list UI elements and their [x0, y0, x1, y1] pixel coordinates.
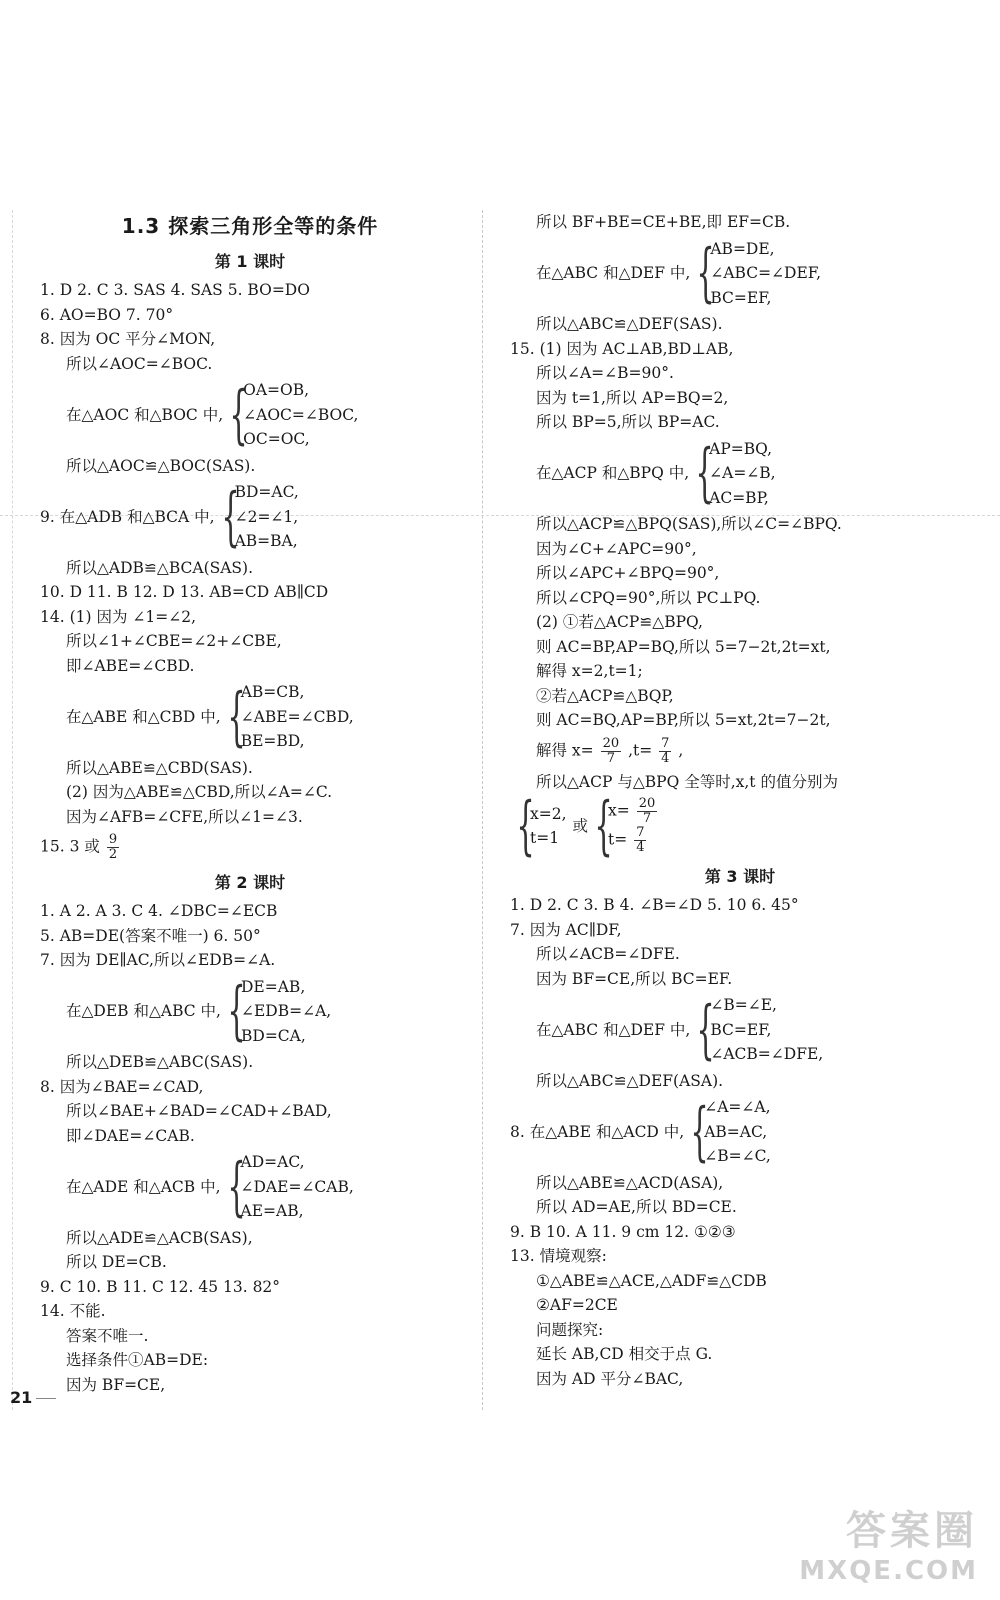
answer-line: 则 AC=BP,AP=BQ,所以 5=7−2t,2t=xt, [536, 637, 831, 656]
condition: AB=AC, [704, 1122, 768, 1141]
condition: ∠B=∠C, [704, 1147, 771, 1165]
condition: AC=BP, [709, 488, 769, 507]
conditions [709, 437, 775, 511]
brace-icon: { [690, 1094, 709, 1169]
answer-line: 所以∠AOC=∠BOC. [66, 354, 213, 373]
condition: ∠ABE=∠CBD, [240, 707, 354, 726]
condition: BE=BD, [240, 732, 305, 750]
conditions [235, 480, 299, 554]
brace-icon: { [696, 236, 716, 311]
proof-system [40, 480, 460, 554]
fraction [637, 797, 658, 826]
condition: AB=BA, [234, 532, 298, 550]
answer-line: 延长 AB,CD 相交于点 G. [536, 1345, 713, 1363]
condition: x=2, [530, 804, 567, 823]
brace-icon: { [229, 377, 248, 452]
lesson-3-heading: 第 3 课时 [704, 867, 776, 886]
left-edge-fold [12, 210, 13, 1410]
fraction [107, 833, 119, 862]
answer-line [510, 737, 970, 766]
answer-line: 所以△ACP≌△BPQ(SAS),所以∠C=∠BPQ. [536, 515, 842, 533]
answer-line: 9. C 10. B 11. C 12. 45 13. 82° [40, 1277, 281, 1296]
answer-line: 8. 因为 OC 平分∠MON, [40, 330, 216, 348]
condition: ∠EDB=∠A, [241, 1002, 332, 1020]
proof-system [40, 975, 460, 1049]
condition: ∠ABC=∠DEF, [710, 264, 822, 282]
answer-text: x= [608, 801, 630, 820]
conditions [608, 797, 659, 855]
answer-line: 13. 情境观察: [510, 1247, 607, 1265]
answer-line: 所以∠ACB=∠DFE. [536, 945, 680, 963]
answer-line: 因为 BF=CE, [66, 1375, 166, 1394]
answer-line: 则 AC=BQ,AP=BP,所以 5=xt,2t=7−2t, [536, 711, 831, 729]
answer-line: 14. 不能. [40, 1302, 106, 1320]
lesson-2-heading: 第 2 课时 [214, 873, 286, 892]
answer-line: 即∠ABE=∠CBD. [66, 656, 195, 675]
answer-line: 所以△ABC≌△DEF(ASA). [536, 1071, 724, 1090]
answer-line: 因为∠C+∠APC=90°, [536, 539, 697, 558]
condition: AD=AC, [240, 1153, 305, 1171]
answer-line: 所以△ABC≌△DEF(SAS). [536, 315, 723, 333]
answer-line: 选择条件①AB=DE: [66, 1351, 209, 1369]
condition: OC=OC, [243, 430, 310, 448]
conditions [710, 993, 823, 1067]
answer-line: (2) ①若△ACP≌△BPQ, [536, 613, 703, 631]
answer-line: 1. D 2. C 3. SAS 4. SAS 5. BO=DO [40, 281, 310, 299]
condition: ∠2=∠1, [234, 507, 299, 526]
answer-line: 所以 AD=AE,所以 BD=CE. [536, 1198, 737, 1216]
numerator: 20 [638, 796, 656, 811]
answer-line: (2) 因为△ABE≌△CBD,所以∠A=∠C. [66, 783, 333, 801]
answer-line: 所以 DE=CB. [66, 1253, 167, 1271]
column-divider [482, 210, 483, 1410]
proof-system [510, 1095, 970, 1169]
answer-line: 6. AO=BO 7. 70° [40, 305, 174, 324]
answer-line: 因为∠AFB=∠CFE,所以∠1=∠3. [66, 807, 303, 826]
denominator: 4 [636, 840, 645, 855]
section-title: 1.3 探索三角形全等的条件 [121, 214, 379, 238]
fraction [601, 737, 622, 766]
system-intro: 在△AOC 和△BOC 中, [66, 405, 224, 424]
brace-icon: { [516, 789, 535, 863]
brace-icon: { [695, 436, 714, 511]
answer-line: 所以△ADB≌△BCA(SAS). [66, 558, 254, 577]
lesson-1-heading: 第 1 课时 [214, 252, 286, 271]
answer-line: 所以∠CPQ=90°,所以 PC⊥PQ. [536, 588, 761, 607]
watermark [799, 1499, 978, 1586]
conditions [243, 378, 358, 452]
condition: AP=BQ, [709, 439, 773, 458]
numerator: 7 [661, 735, 670, 751]
conditions [241, 975, 331, 1049]
condition: ∠AOC=∠BOC, [243, 405, 359, 424]
answer-line: 7. 因为 DE∥AC,所以∠EDB=∠A. [40, 951, 276, 969]
condition: ∠A=∠A, [704, 1098, 771, 1116]
answer-text: ,t= [628, 741, 653, 759]
answer-line: 所以△AOC≌△BOC(SAS). [66, 456, 256, 475]
denominator: 7 [642, 811, 652, 826]
denominator: 4 [661, 750, 670, 766]
numerator: 7 [636, 825, 645, 840]
answer-line: 因为 BF=CE,所以 BC=EF. [536, 969, 733, 988]
right-column [510, 210, 970, 1391]
condition: BC=EF, [710, 288, 772, 307]
answer-line: 所以 BF+BE=CE+BE,即 EF=CB. [536, 213, 791, 231]
system-intro: 在△ACP 和△BPQ 中, [536, 464, 690, 482]
brace-icon: { [226, 1149, 246, 1224]
condition [608, 826, 659, 855]
condition: ∠A=∠B, [709, 464, 776, 482]
answer-line: 所以∠BAE+∠BAD=∠CAD+∠BAD, [66, 1102, 332, 1120]
system-intro: 在△ADE 和△ACB 中, [66, 1177, 221, 1196]
system-intro: 8. 在△ABE 和△ACD 中, [510, 1122, 685, 1141]
answer-line: 10. D 11. B 12. D 13. AB=CD AB∥CD [40, 583, 329, 601]
system-intro: 在△ABE 和△CBD 中, [66, 707, 221, 726]
answer-line: 8. 因为∠BAE=∠CAD, [40, 1077, 204, 1096]
answer-line: 所以△ABE≌△CBD(SAS). [66, 758, 253, 777]
condition: BD=CA, [241, 1026, 306, 1045]
answer-line: 问题探究: [536, 1320, 604, 1339]
answer-line: ②AF=2CE [536, 1296, 618, 1314]
page-number: 21 [10, 1388, 33, 1407]
fraction [659, 737, 671, 766]
proof-system [510, 993, 970, 1067]
system-intro: 9. 在△ADB 和△BCA 中, [40, 507, 215, 526]
condition: DE=AB, [241, 977, 306, 996]
answer-line: 所以∠A=∠B=90°. [536, 364, 674, 382]
proof-system [510, 237, 970, 311]
brace-icon: { [227, 679, 246, 754]
condition: AB=DE, [710, 239, 775, 258]
answer-line: 5. AB=DE(答案不唯一) 6. 50° [40, 926, 261, 945]
answer-text: , [678, 741, 684, 759]
conditions [710, 237, 821, 311]
watermark-url: MXQE.COM [799, 1556, 978, 1586]
condition: BD=AC, [234, 483, 299, 501]
answer-text: 解得 x= [536, 741, 594, 759]
or-text: 或 [572, 816, 589, 835]
answer-line: 所以△ABE≌△ACD(ASA), [536, 1173, 724, 1192]
condition: AE=AB, [240, 1202, 304, 1220]
condition: ∠ACB=∠DFE, [710, 1045, 824, 1063]
proof-system [40, 378, 460, 452]
conditions [704, 1095, 771, 1169]
answer-line: 1. D 2. C 3. B 4. ∠B=∠D 5. 10 6. 45° [510, 896, 799, 914]
answer-line: 所以△DEB≌△ABC(SAS). [66, 1053, 254, 1071]
answer-line: 因为 t=1,所以 AP=BQ=2, [536, 388, 729, 407]
condition [608, 797, 659, 826]
answer-line: 14. (1) 因为 ∠1=∠2, [40, 607, 196, 626]
brace-icon: { [696, 992, 716, 1067]
system-intro: 在△ABC 和△DEF 中, [536, 264, 691, 282]
conditions [241, 680, 354, 754]
solution-system [510, 789, 970, 863]
answer-line: 7. 因为 AC∥DF, [510, 920, 622, 939]
denominator: 2 [108, 847, 118, 862]
answer-line: ①△ABE≌△ACE,△ADF≌△CDB [536, 1271, 767, 1290]
answer-line: 因为 AD 平分∠BAC, [536, 1369, 684, 1388]
answer-line: 答案不唯一. [66, 1326, 149, 1345]
conditions [241, 1150, 354, 1224]
answer-line: 9. B 10. A 11. 9 cm 12. ①②③ [510, 1222, 736, 1241]
answer-line: 解得 x=2,t=1; [536, 662, 643, 680]
condition: t=1 [530, 829, 560, 847]
answer-line: 所以∠1+∠CBE=∠2+∠CBE, [66, 632, 282, 650]
answer-line: 1. A 2. A 3. C 4. ∠DBC=∠ECB [40, 902, 278, 920]
left-column [40, 210, 460, 1397]
conditions [530, 802, 567, 851]
brace-icon: { [594, 789, 613, 863]
page-number-rule [36, 1398, 56, 1399]
numerator: 20 [602, 735, 620, 751]
answer-line: 所以△ACP 与△BPQ 全等时,x,t 的值分别为 [536, 772, 838, 791]
answer-line: 所以△ADE≌△ACB(SAS), [66, 1228, 253, 1247]
denominator: 7 [606, 750, 615, 766]
answer-line: 所以 BP=5,所以 BP=AC. [536, 413, 720, 431]
fraction [634, 826, 646, 855]
condition: AB=CB, [240, 683, 305, 701]
answer-line: 所以∠APC+∠BPQ=90°, [536, 564, 720, 582]
condition: ∠B=∠E, [710, 996, 777, 1014]
brace-icon: { [220, 479, 240, 554]
condition: OA=OB, [243, 381, 310, 399]
answer-text: 15. 3 或 [40, 837, 100, 856]
system-intro: 在△DEB 和△ABC 中, [66, 1002, 221, 1020]
answer-line: 即∠DAE=∠CAB. [66, 1126, 195, 1145]
answer-line [40, 833, 460, 862]
condition: ∠DAE=∠CAB, [240, 1177, 354, 1196]
watermark-logo-text: 答案圈 [846, 1508, 978, 1554]
brace-icon: { [227, 974, 246, 1049]
answer-line: ②若△ACP≌△BQP, [536, 686, 674, 705]
answer-line: 15. (1) 因为 AC⊥AB,BD⊥AB, [510, 339, 734, 358]
answer-text: t= [608, 830, 628, 849]
proof-system [40, 1150, 460, 1224]
condition: BC=EF, [710, 1020, 772, 1039]
numerator: 9 [108, 832, 118, 847]
system-intro: 在△ABC 和△DEF 中, [536, 1020, 691, 1039]
proof-system [510, 437, 970, 511]
proof-system [40, 680, 460, 754]
